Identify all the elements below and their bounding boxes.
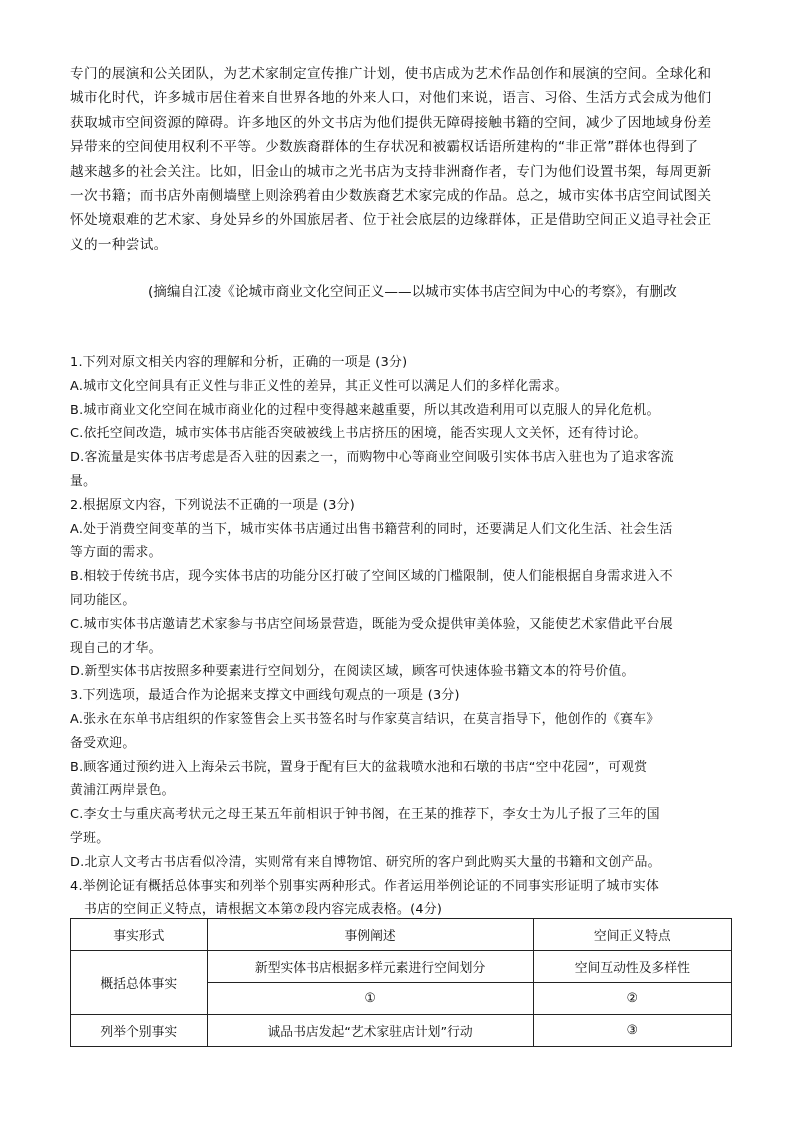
question-line: 等方面的需求。 (70, 545, 162, 561)
table-header-cell: 事实形式 (71, 919, 208, 951)
question-line: 书店的空间正义特点，请根据文本第⑦段内容完成表格。(4分) (84, 902, 443, 918)
table-cell-blank: ① (207, 983, 533, 1015)
question-line: D.客流量是实体书店考虑是否入驻的因素之一，而购物中心等商业空间吸引实体书店入驻也为了追求客流 (70, 450, 674, 466)
table-row (71, 1015, 732, 1047)
passage-line: 越来越多的社会关注。比如，旧金山的城市之光书店为支持非洲裔作者，专门为他们设置书架，每周更新 (70, 163, 712, 180)
question-list (70, 351, 730, 922)
passage-source: (摘编自江凌《论城市商业文化空间正义——以城市实体书店空间为中心的考察》，有删改 (148, 284, 677, 300)
question-line: A.城市文化空间具有正义性与非正义性的差异，其正义性可以满足人们的多样化需求。 (70, 378, 568, 394)
question-4-table (70, 918, 732, 1047)
passage-line: 怀处境艰难的艺术家、身处异乡的外国旅居者、位于社会底层的边缘群体，正是借助空间正义追寻社会正 (70, 212, 712, 229)
question-line: 备受欢迎。 (70, 735, 136, 751)
question-line: 3.下列选项，最适合作为论据来支撑文中画线句观点的一项是 (3分) (70, 688, 460, 704)
passage-line: 城市化时代，许多城市居住着来自世界各地的外来人口，对他们来说，语言、习俗、生活方式会成为他们 (70, 90, 712, 107)
table-cell-blank: ② (533, 983, 731, 1015)
passage-line: 义的一种尝试。 (70, 236, 168, 253)
question-line: 4.举例论证有概括总体事实和列举个别事实两种形式。作者运用举例论证的不同事实形证明了城市实体 (70, 878, 660, 894)
question-line: D.北京人文考古书店看似冷清，实则常有来自博物馆、研究所的客户到此购买大量的书籍和文创产品。 (70, 854, 661, 870)
table-header-row (71, 919, 732, 951)
passage-line: 专门的展演和公关团队，为艺术家制定宣传推广计划，使书店成为艺术作品创作和展演的空间。全球化和 (70, 66, 712, 82)
question-line: A.张永在东单书店组织的作家签售会上买书签名时与作家莫言结识，在莫言指导下，他创作的《赛车》 (70, 711, 660, 727)
question-line: 2.根据原文内容，下列说法不正确的一项是 (3分) (70, 497, 356, 513)
table-cell-blank: ③ (533, 1015, 731, 1047)
passage-line: 一次书籍；而书店外南侧墙壁上则涂鸦着由少数族裔艺术家完成的作品。总之，城市实体书店空间试图关 (70, 188, 712, 205)
question-line: 同功能区。 (70, 592, 136, 608)
question-line: B.相较于传统书店，现今实体书店的功能分区打破了空间区域的门槛限制，使人们能根据自身需求进入不 (70, 569, 673, 585)
question-line: 学班。 (70, 830, 110, 846)
question-line: 量。 (70, 473, 97, 489)
table-cell: 诚品书店发起“艺术家驻店计划”行动 (207, 1015, 533, 1047)
passage (70, 62, 730, 257)
passage-line: 获取城市空间资源的障碍。许多地区的外文书店为他们提供无障碍接触书籍的空间，减少了因地域身份差 (70, 114, 712, 131)
question-line: C.依托空间改造，城市实体书店能否突破被线上书店挤压的困境，能否实现人文关怀，还有待讨论。 (70, 426, 647, 442)
question-line: A.处于消费空间变革的当下，城市实体书店通过出售书籍营利的同时，还要满足人们文化生活、社会生活 (70, 521, 673, 537)
question-line: B.城市商业文化空间在城市商业化的过程中变得越来越重要，所以其改造利用可以克服人的异化危机。 (70, 402, 660, 418)
question-line: C.城市实体书店邀请艺术家参与书店空间场景营造，既能为受众提供审美体验，又能使艺术家借此平台展 (70, 616, 673, 632)
question-line: B.顾客通过预约进入上海朵云书院，置身于配有巨大的盆栽喷水池和石墩的书店“空中花园”，可观赏 (70, 759, 648, 775)
table-row (71, 951, 732, 983)
table-cell: 新型实体书店根据多样元素进行空间划分 (207, 951, 533, 983)
passage-line: 异带来的空间使用权利不平等。少数族裔群体的生存状况和被霸权话语所建构的“非正常”群体也得到了 (70, 139, 699, 156)
table-header-cell: 事例阐述 (207, 919, 533, 951)
question-line: D.新型实体书店按照多种要素进行空间划分，在阅读区域，顾客可快速体验书籍文本的符号价值。 (70, 664, 635, 680)
question-line: 黄浦江两岸景色。 (70, 783, 175, 799)
question-line: C.李女士与重庆高考状元之母王某五年前相识于钟书阁，在王某的推荐下，李女士为儿子报了三年的国 (70, 807, 660, 823)
table-group-label: 概括总体事实 (71, 951, 208, 1015)
table-header-cell: 空间正义特点 (533, 919, 731, 951)
table-cell: 空间互动性及多样性 (533, 951, 731, 983)
question-line: 1.下列对原文相关内容的理解和分析，正确的一项是 (3分) (70, 355, 408, 370)
table-group-label: 列举个别事实 (71, 1015, 208, 1047)
question-line: 现自己的才华。 (70, 640, 162, 656)
